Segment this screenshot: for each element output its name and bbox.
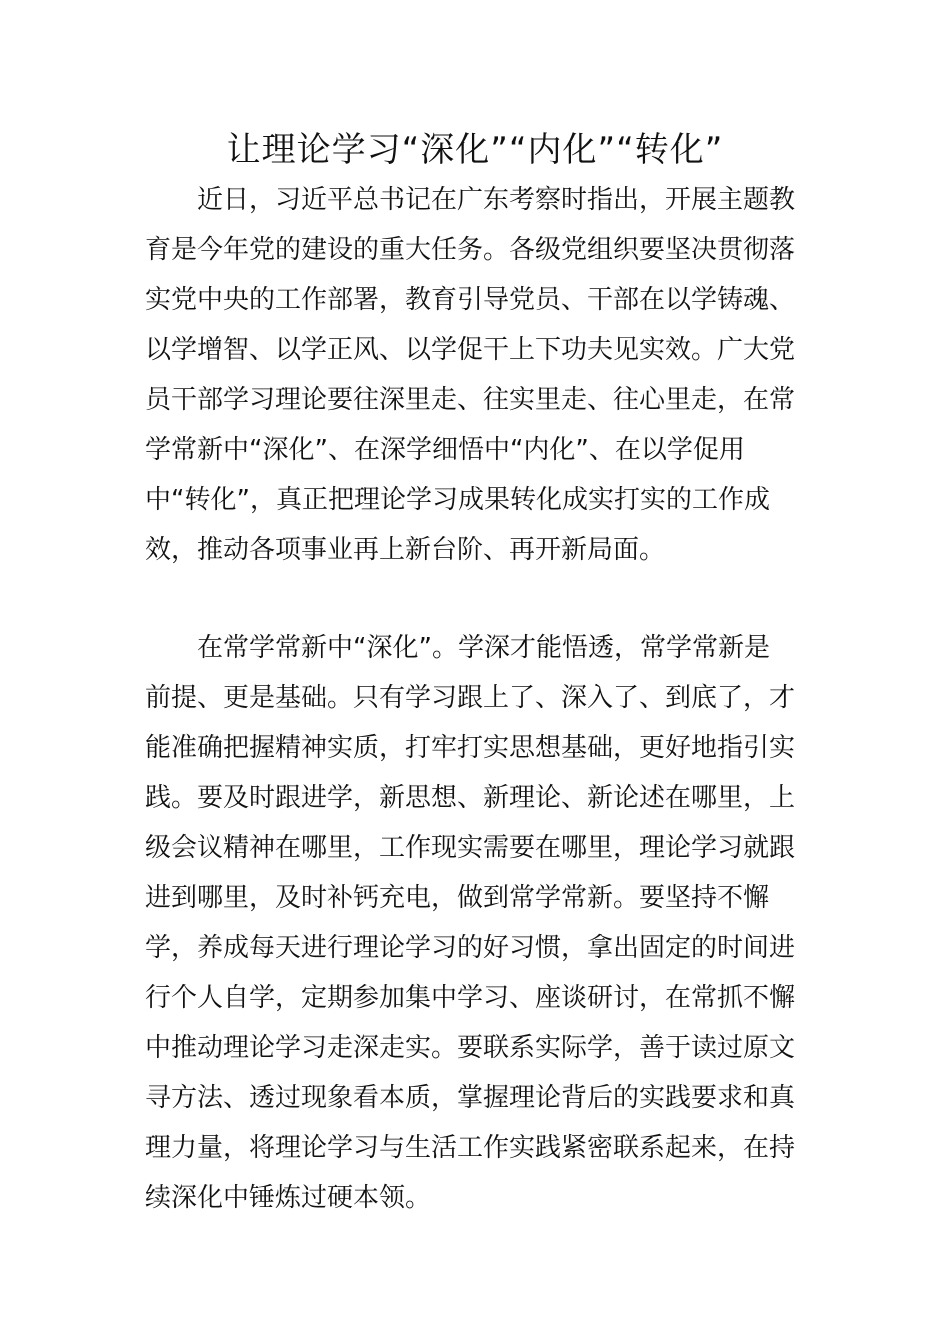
paragraph-line: 前提、更是基础。只有学习跟上了、深入了、到底了，才 — [145, 683, 796, 713]
paragraph-line: 进到哪里，及时补钙充电，做到常学常新。要坚持不懈 — [145, 883, 770, 913]
paragraph-line: 理力量，将理论学习与生活工作实践紧密联系起来，在持 — [145, 1133, 796, 1163]
document-title: 让理论学习“深化”“内化”“转化” — [226, 130, 724, 170]
paragraph-line: 效，推动各项事业再上新台阶、再开新局面。 — [145, 535, 666, 565]
paragraph-line: 行个人自学，定期参加集中学习、座谈研讨，在常抓不懈 — [145, 983, 796, 1013]
paragraph-line: 中推动理论学习走深走实。要联系实际学，善于读过原文 — [145, 1033, 796, 1063]
paragraph-line: 能准确把握精神实质，打牢打实思想基础，更好地指引实 — [145, 733, 796, 763]
paragraph-line: 级会议精神在哪里，工作现实需要在哪里，理论学习就跟 — [145, 833, 796, 863]
paragraph-line: 寻方法、透过现象看本质，掌握理论背后的实践要求和真 — [145, 1083, 796, 1113]
paragraph-line: 在常学常新中“深化”。学深才能悟透，常学常新是 — [197, 633, 770, 663]
paragraph-line: 学常新中“深化”、在深学细悟中“内化”、在以学促用 — [145, 435, 745, 465]
paragraph-line: 实党中央的工作部署，教育引导党员、干部在以学铸魂、 — [145, 285, 796, 315]
paragraph-1 — [145, 175, 807, 575]
paragraph-line: 员干部学习理论要往深里走、往实里走、往心里走，在常 — [145, 385, 796, 415]
paragraph-line: 践。要及时跟进学，新思想、新理论、新论述在哪里，上 — [145, 783, 796, 813]
paragraph-line: 学，养成每天进行理论学习的好习惯，拿出固定的时间进 — [145, 933, 796, 963]
paragraph-line: 育是今年党的建设的重大任务。各级党组织要坚决贯彻落 — [145, 235, 796, 265]
paragraph-line: 以学增智、以学正风、以学促干上下功夫见实效。广大党 — [145, 335, 796, 365]
paragraph-line: 近日，习近平总书记在广东考察时指出，开展主题教 — [197, 185, 796, 215]
paragraph-line: 中“转化”，真正把理论学习成果转化成实打实的工作成 — [145, 485, 770, 515]
paragraph-2 — [145, 623, 807, 1223]
paragraph-line: 续深化中锤炼过硬本领。 — [145, 1183, 432, 1213]
